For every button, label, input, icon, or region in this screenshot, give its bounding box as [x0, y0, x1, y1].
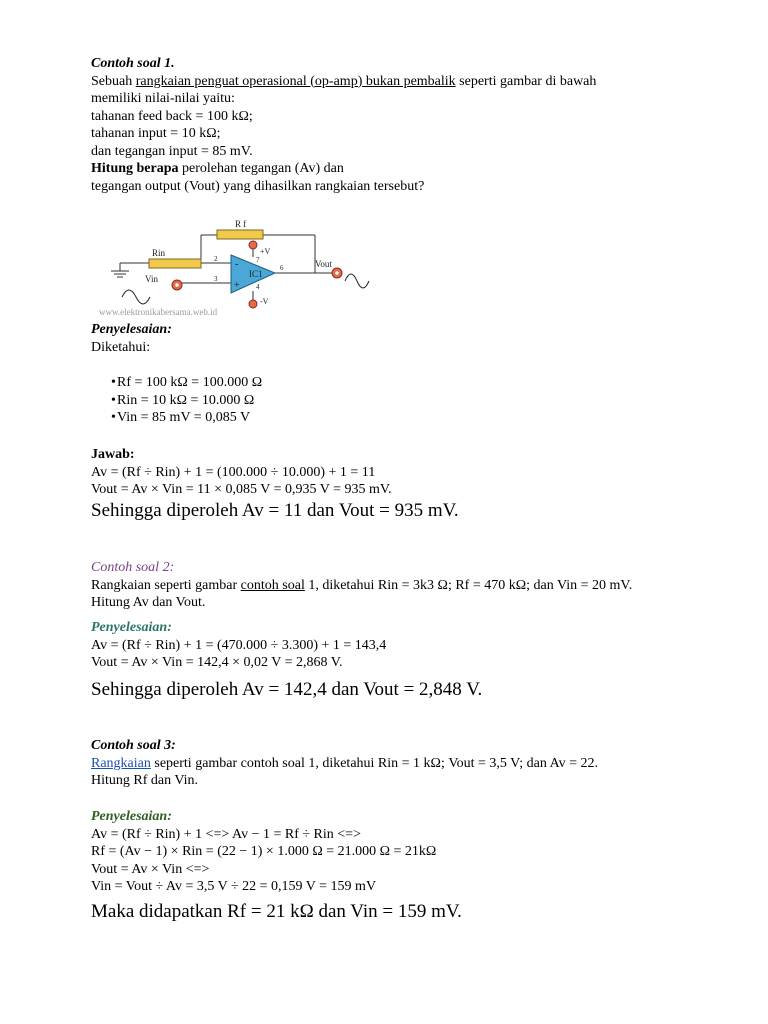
- example-1-line-7: tegangan output (Vout) yang dihasilkan rangkaian tersebut?: [91, 178, 425, 194]
- solution-3-step-1: Av = (Rf ÷ Rin) + 1 <=> Av − 1 = Rf ÷ Rin <=>: [91, 826, 361, 842]
- output-sine-wave: [345, 274, 369, 288]
- vin-label: Vin: [145, 274, 158, 284]
- solution-2-result: Sehingga diperoleh Av = 142,4 dan Vout = 2,848 V.: [91, 679, 483, 700]
- solution-3-title: Penyelesaian:: [91, 809, 172, 824]
- given-label: Diketahui:: [91, 339, 151, 355]
- example-1-line-4: tahanan input = 10 kΩ;: [91, 126, 221, 141]
- example-2: [91, 559, 632, 612]
- ic-label: IC1: [249, 269, 263, 279]
- example-1-title: Contoh soal 1.: [91, 56, 175, 71]
- solution-2-av: Av = (Rf ÷ Rin) + 1 = (470.000 ÷ 3.300) + 1 = 143,4: [91, 637, 387, 653]
- circuit-link[interactable]: rangkaian penguat operasional (op-amp) bukan pembalik: [135, 73, 456, 89]
- answer-title: Jawab:: [91, 447, 135, 462]
- solution-3-step-3: Vout = Av × Vin <=>: [91, 861, 210, 877]
- example-2-title: Contoh soal 2:: [91, 560, 175, 575]
- pin-3-label: 3: [214, 275, 218, 283]
- plus-v-label: +V: [260, 247, 271, 256]
- example-1-line-6: Hitung berapa perolehan tegangan (Av) dan: [91, 161, 344, 176]
- example-3-line-1: Rangkaian seperti gambar contoh soal 1, diketahui Rin = 1 kΩ; Vout = 3,5 V; dan Av = 22.: [91, 755, 599, 771]
- rangkaian-link[interactable]: Rangkaian: [91, 755, 151, 771]
- answer-1-vout: Vout = Av × Vin = 11 × 0,085 V = 0,935 V = 935 mV.: [91, 482, 392, 497]
- solution-3-result: Maka didapatkan Rf = 21 kΩ dan Vin = 159 mV.: [91, 900, 462, 922]
- rf-label: R f: [235, 219, 247, 229]
- solution-2-vout: Vout = Av × Vin = 142,4 × 0,02 V = 2,868 V.: [91, 655, 343, 670]
- example-3-title: Contoh soal 3:: [91, 738, 176, 753]
- solution-3: [91, 808, 462, 924]
- given-item: • Rf = 100 kΩ = 100.000 Ω: [91, 374, 262, 392]
- opamp-circuit-diagram: [97, 215, 380, 318]
- example-2-line-1: Rangkaian seperti gambar contoh soal 1, diketahui Rin = 3k3 Ω; Rf = 470 kΩ; dan Vin = 20 mV.: [91, 577, 633, 593]
- solution-2: [91, 619, 386, 672]
- solution-3-step-2: Rf = (Av − 1) × Rin = (22 − 1) × 1.000 Ω = 21.000 Ω = 21kΩ: [91, 844, 437, 859]
- answer-1-result: Sehingga diperoleh Av = 11 dan Vout = 935 mV.: [91, 499, 459, 521]
- figure-watermark: www.elektronikabersama.web.id: [99, 307, 218, 317]
- solution-2-title: Penyelesaian:: [91, 620, 172, 635]
- minus-input-label: -: [235, 259, 239, 270]
- example-1-line-5: dan tegangan input = 85 mV.: [91, 143, 253, 159]
- example-2-line-2: Hitung Av dan Vout.: [91, 595, 206, 610]
- input-sine-wave: [122, 290, 150, 304]
- pin-7-label: 7: [256, 256, 260, 264]
- answer-1-av: Av = (Rf ÷ Rin) + 1 = (100.000 ÷ 10.000) + 1 = 11: [91, 464, 376, 480]
- given-list: [91, 374, 262, 427]
- given-item: • Vin = 85 mV = 0,085 V: [91, 409, 262, 427]
- example-3-line-2: Hitung Rf dan Vin.: [91, 773, 199, 788]
- contoh-soal-link[interactable]: contoh soal: [240, 577, 305, 593]
- example-1: [91, 55, 596, 195]
- rf-resistor: [217, 230, 263, 239]
- answer-1: [91, 446, 459, 523]
- plus-input-label: +: [234, 280, 240, 291]
- example-1-line-1: Sebuah rangkaian penguat operasional (op-amp) bukan pembalik seperti gambar di bawah: [91, 73, 597, 89]
- rin-resistor: [149, 259, 201, 268]
- pin-4-label: 4: [256, 283, 260, 291]
- rin-label: Rin: [152, 248, 166, 258]
- solution-1-title: Penyelesaian:: [91, 322, 172, 337]
- example-3: [91, 737, 598, 790]
- minus-v-label: -V: [260, 297, 269, 306]
- solution-2-result-wrap: [91, 678, 482, 702]
- pin-6-label: 6: [280, 264, 284, 272]
- pin-2-label: 2: [214, 255, 218, 263]
- solution-3-step-4: Vin = Vout ÷ Av = 3,5 V ÷ 22 = 0,159 V = 159 mV: [91, 879, 377, 894]
- solution-1: [91, 321, 172, 356]
- vout-label: Vout: [315, 259, 332, 269]
- example-1-line-2: memiliki nilai-nilai yaitu:: [91, 91, 235, 106]
- example-1-line-3: tahanan feed back = 100 kΩ;: [91, 108, 253, 124]
- given-item: • Rin = 10 kΩ = 10.000 Ω: [91, 392, 262, 410]
